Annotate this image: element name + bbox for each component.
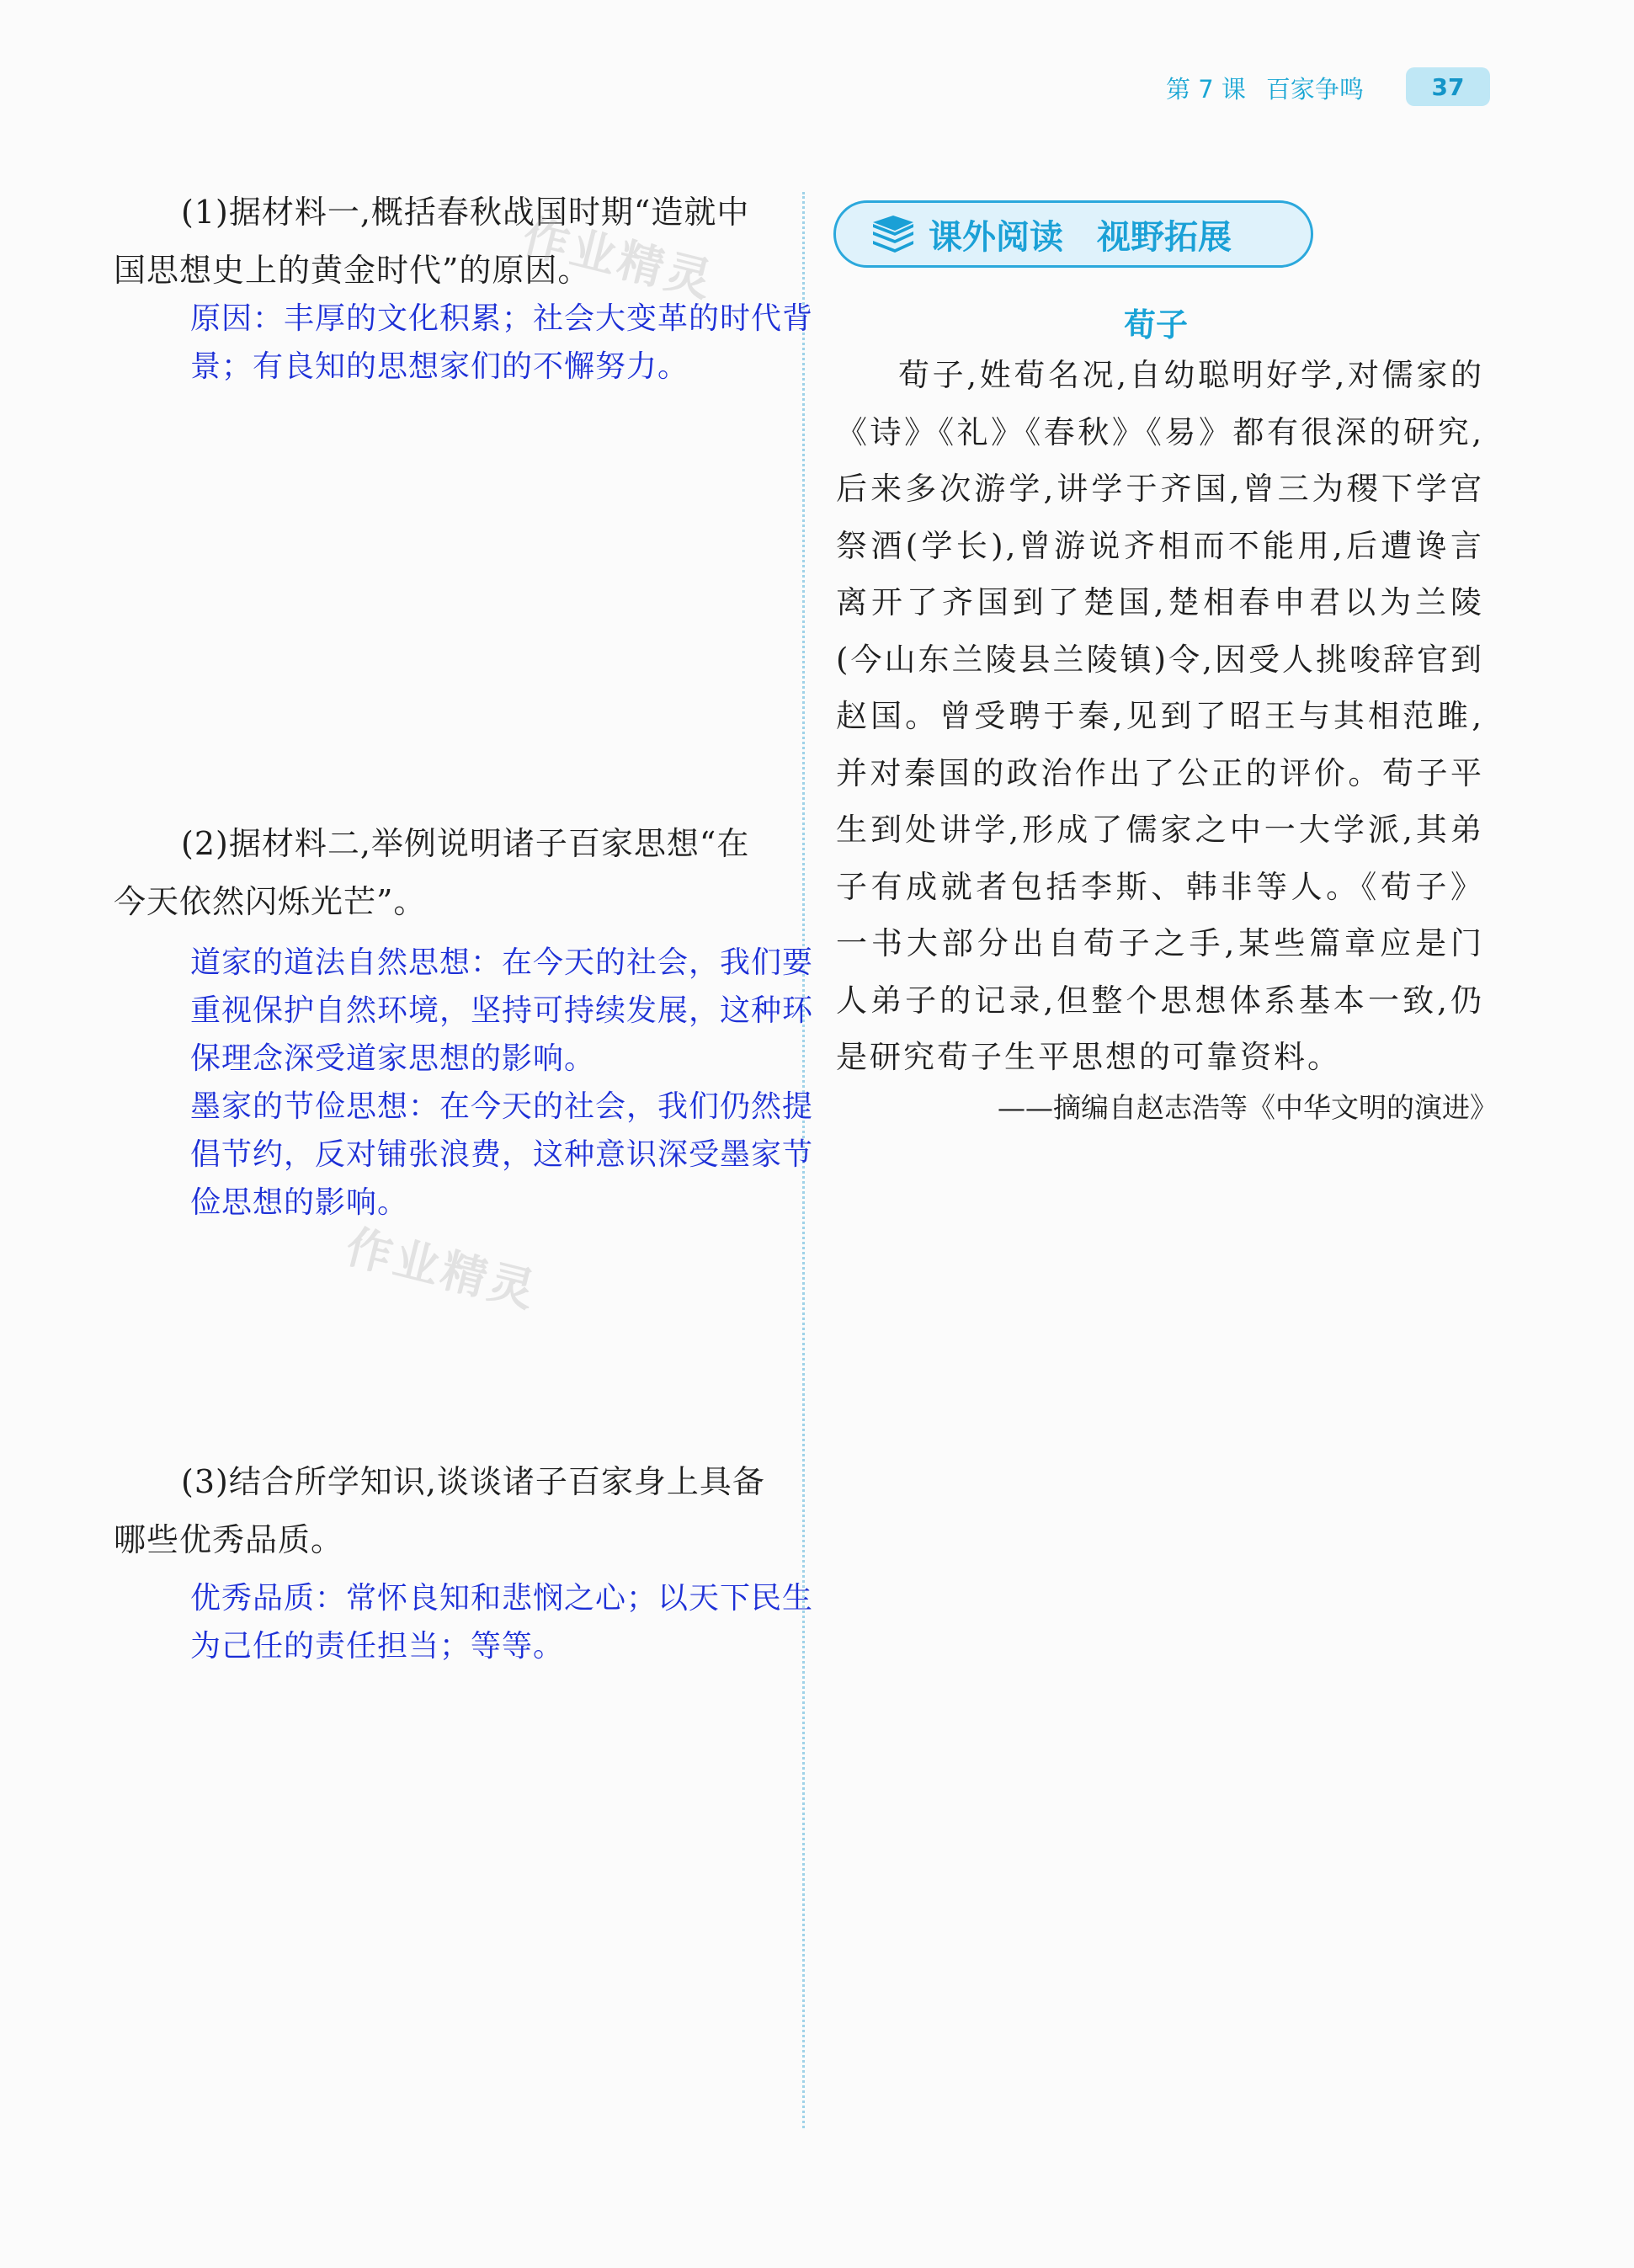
lesson-number: 第 7 课	[1166, 75, 1246, 104]
answer-paragraph: 墨家的节俭思想：在今天的社会，我们仍然提倡节约，反对铺张浪费，这种意识深受墨家节俭思想的影响。	[190, 1089, 814, 1220]
answer-paragraph: 优秀品质：常怀良知和悲悯之心；以天下民生为己任的责任担当；等等。	[190, 1581, 814, 1664]
reading-body: 荀子,姓荀名况,自幼聪明好学,对儒家的《诗》《礼》《春秋》《易》都有很深的研究,后来多次游学,讲学于齐国,曾三为稷下学宫祭酒(学长),曾游说齐相而不能用,后遭谗言离开了齐国到了楚国,楚相春申君以为兰陵(今山东兰陵县兰陵镇)令,因受人挑唆辞官到赵国。曾受聘于秦,见到了昭王与其相范雎,并对秦国的政治作出了公正的评价。荀子平生到处讲学,形成了儒家之中一大学派,其弟子有成就者包括李斯、韩非等人。《荀子》一书大部分出自荀子之手,某些篇章应是门人弟子的记录,但整个思想体系基本一致,仍是研究荀子生平思想的可靠资料。	[836, 357, 1484, 1075]
watermark: 作业精灵	[340, 1219, 544, 1319]
question-1-prompt: (1)据材料一,概括春秋战国时期“造就中国思想史上的黄金时代”的原因。	[114, 194, 750, 289]
answer-paragraph: 道家的道法自然思想：在今天的社会，我们要重视保护自然环境，坚持可持续发展，这种环保理念深受道家思想的影响。	[190, 945, 814, 1076]
reading-title: 荀子	[1124, 306, 1189, 343]
page-number-badge: 37	[1406, 67, 1490, 106]
question-1-answer	[190, 295, 813, 391]
question-2-prompt: (2)据材料二,举例说明诸子百家思想“在今天依然闪烁光芒”。	[114, 825, 750, 920]
reading-source: ——摘编自赵志浩等《中华文明的演进》	[998, 1091, 1498, 1124]
section-title: 课外阅读 视野拓展	[929, 217, 1232, 257]
section-banner	[833, 200, 1313, 268]
answer-paragraph: 原因：丰厚的文化积累；社会大变革的时代背景；有良知的思想家们的不懈努力。	[190, 301, 814, 384]
question-2-answer	[190, 939, 813, 1227]
books-stack-icon	[870, 216, 917, 253]
lesson-title: 百家争鸣	[1265, 75, 1364, 104]
question-3-prompt: (3)结合所学知识,谈谈诸子百家身上具备哪些优秀品质。	[114, 1463, 765, 1558]
question-3-answer	[190, 1574, 813, 1670]
lesson-header	[1166, 71, 1364, 105]
watermark: 作业精灵	[517, 209, 721, 309]
